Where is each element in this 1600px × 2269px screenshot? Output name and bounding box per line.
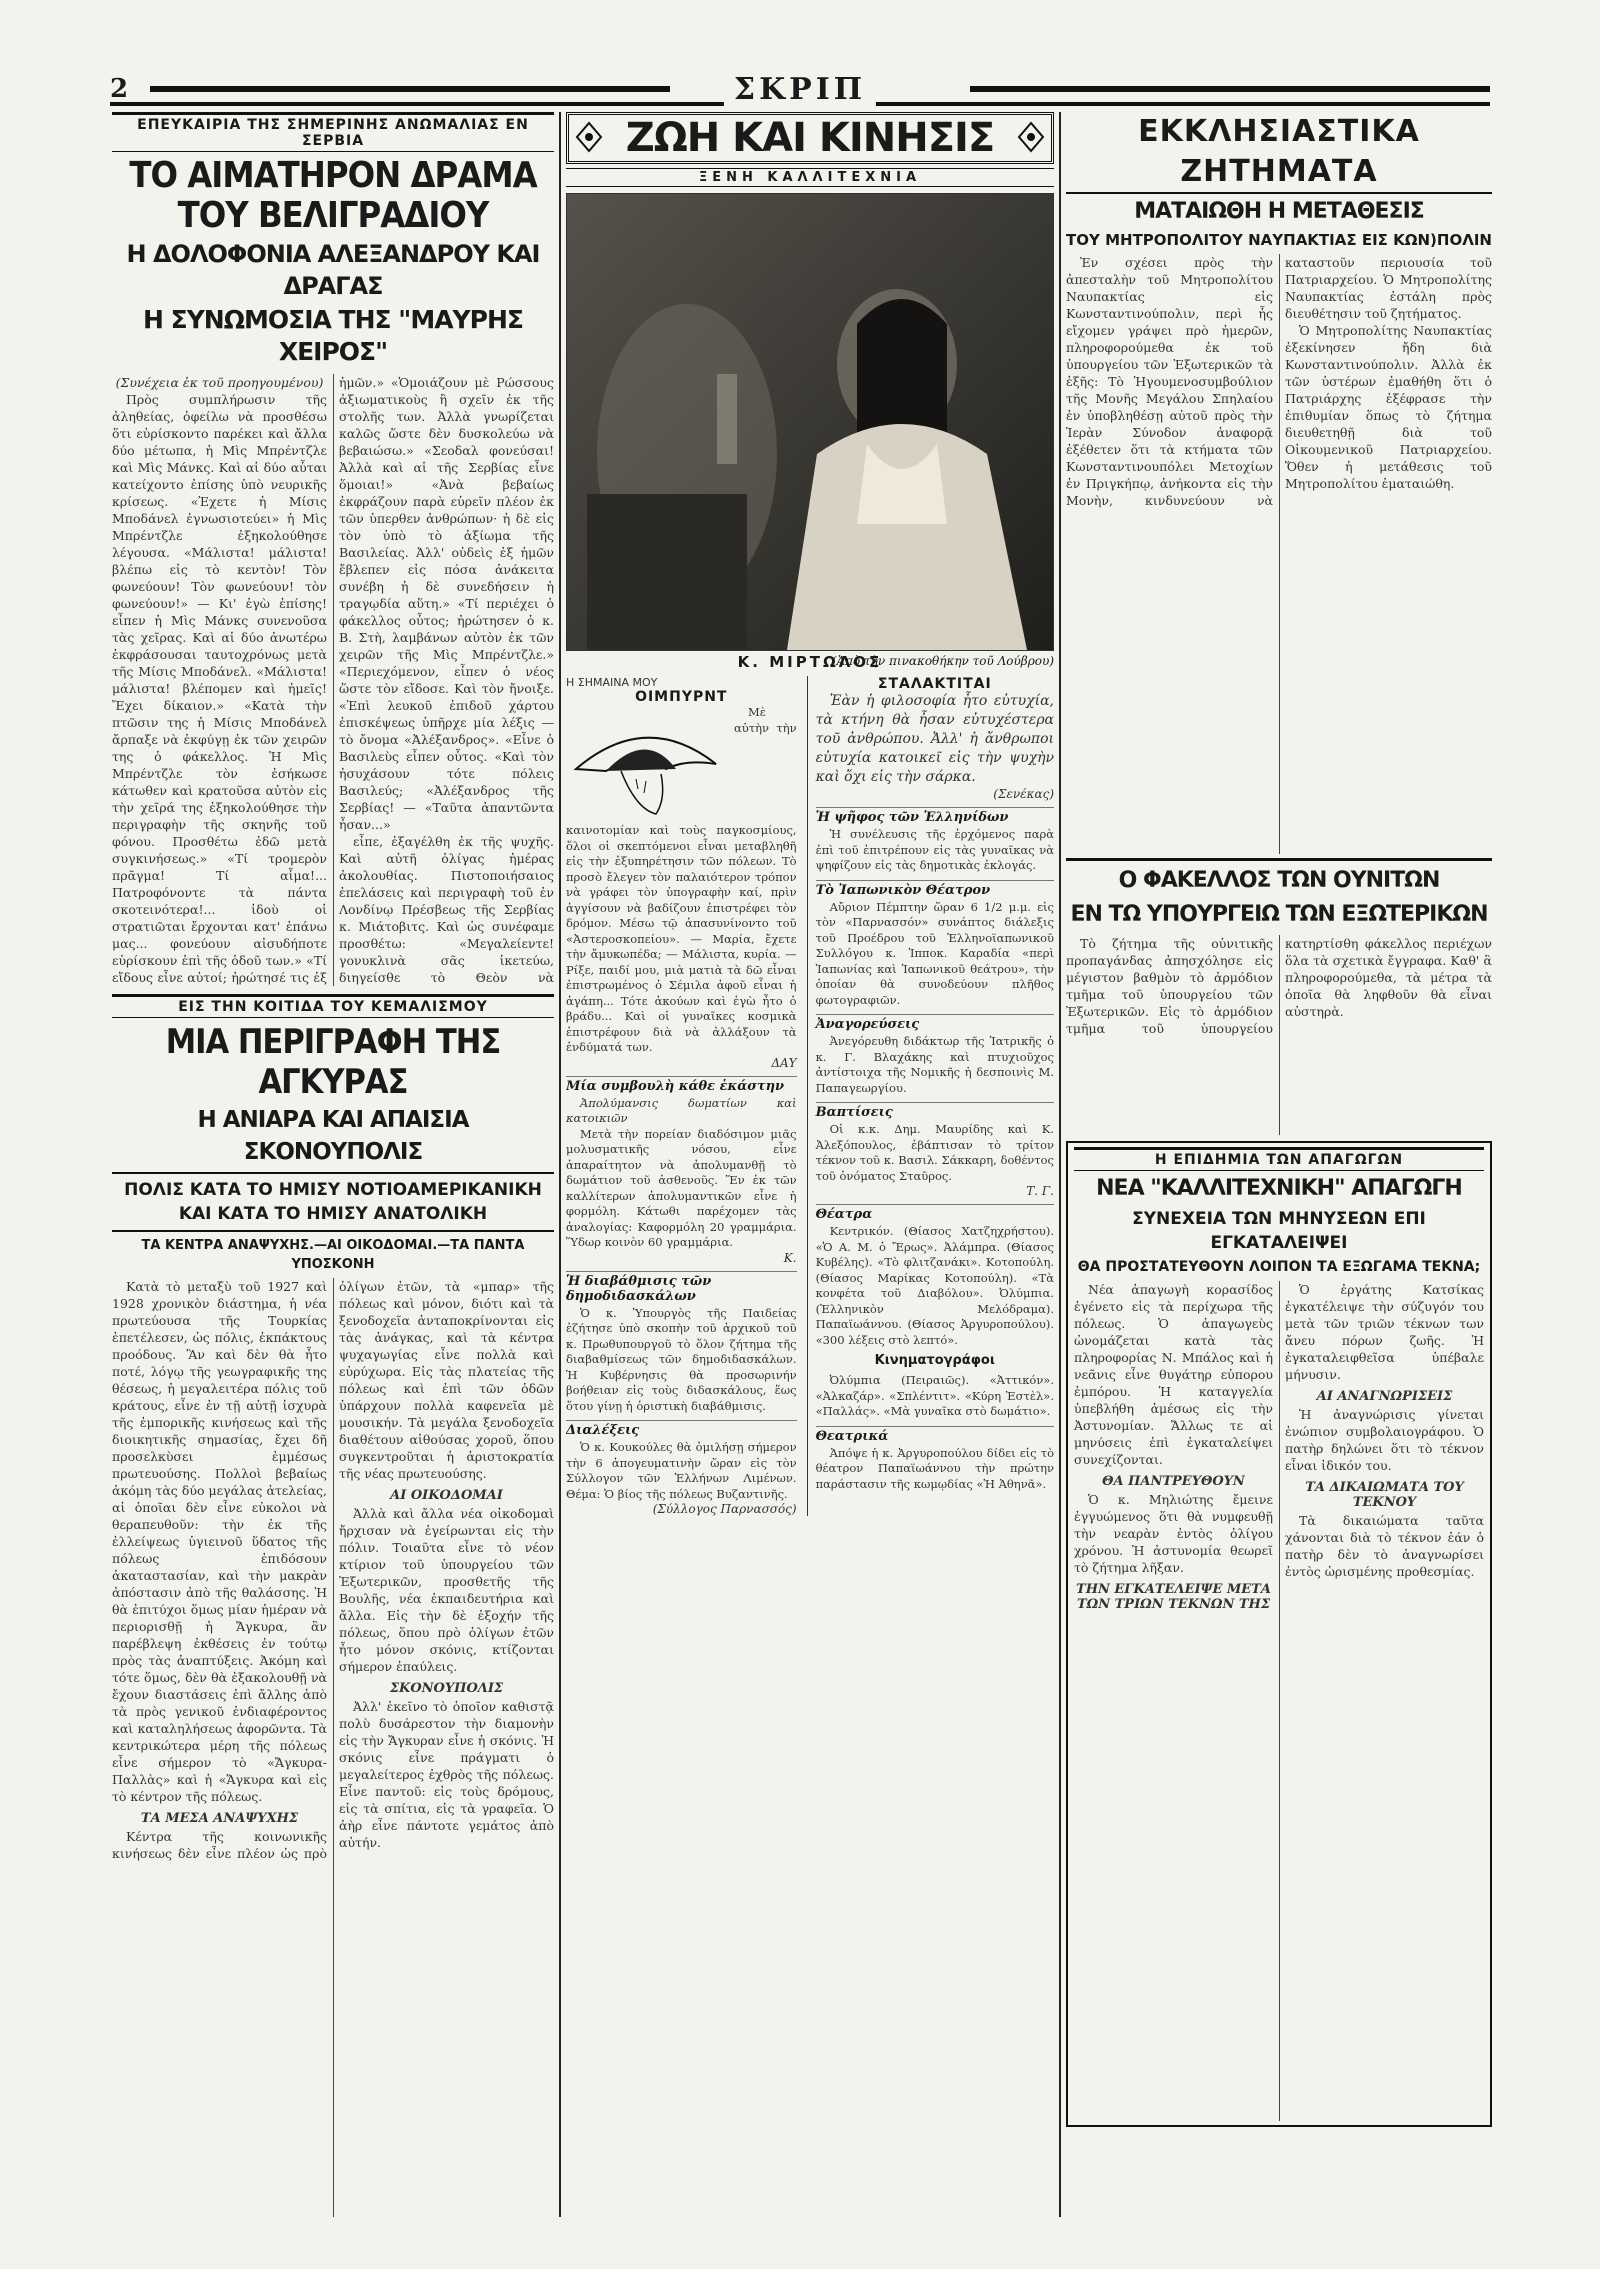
article-body — [816, 1224, 1054, 1348]
painting-photo — [566, 193, 1054, 651]
article-body — [816, 692, 1054, 801]
center-subcolumn-b — [807, 676, 1054, 1516]
paragraph: Ὁ κ. Μηλιώτης ἔμεινε ἐγγυώμενος ὅτι θὰ νυμφευθῇ τὴν νεαρὰν ἐντὸς ὀλίγου χρόνου. Ἡ ἀστυνομία θεωρεῖ τὸ ζήτημα λῆξαν. — [1074, 1492, 1273, 1575]
paragraph: Αὔριον Πέμπτην ὥραν 6 1/2 μ.μ. εἰς τὸν «Παρνασσόν» συνάπτος διάλεξις τοῦ Προέδρου τοῦ Ἑλληνοϊαπωνικοῦ Συλλόγου κ. Ἱπποκ. Καραδία «περὶ Ἰαπωνίας καὶ Ἰαπωνικοῦ θεάτρου», τὴν ὁποίαν θὰ συνοδεύουν πλῆθος φωτογραφιῶν. — [815, 899, 1054, 1007]
section-heading: ΤΑ ΔΙΚΑΙΩΜΑΤΑ ΤΟΥ ΤΕΚΝΟΥ — [1305, 1480, 1464, 1510]
article-heading: Τὸ Ἰαπωνικὸν Θέατρον — [816, 880, 1054, 898]
paragraph: Τὸ ζήτημα τῆς οὐνιτικῆς προπαγάνδας ἀπησχόλησε εἰς μέγιστον βαθμὸν τὸ ἀρμόδιον τμῆμα τοῦ ὑπουργείου τῶν Ἐξωτερικῶν. Εἰς τὸ ἁρμόδιον τμῆμα τοῦ ὑπουργείου κατηρτίσθη φάκελλος περιέχων ὅλα τὰ σχετικὰ ἔγγραφα. Καθ' ἃ πληροφορούμεθα, τὰ μέτρα τὰ ὁποῖα θὰ ληφθοῦν θὰ εἶναι αὐστηρὰ. — [1066, 936, 1492, 1036]
article-subhead: ΤΟΥ ΜΗΤΡΟΠΟΛΙΤΟΥ ΝΑΥΠΑΚΤΙΑΣ ΕΙΣ ΚΩΝ)ΠΟΛΙΝ — [1066, 231, 1492, 249]
column-label: Η ΣΗΜΑΙΝΑ ΜΟΥ — [566, 676, 658, 689]
signature: Τ. Γ. — [1026, 1184, 1054, 1198]
article-heading: Ἡ διαβάθμισις τῶν δημοδιδασκάλων — [566, 1271, 797, 1304]
signature: (Σύλλογος Παρνασσός) — [652, 1502, 797, 1516]
article-body — [112, 374, 554, 986]
article-headline: ΤΟ ΑΙΜΑΤΗΡΟΝ ΔΡΑΜΑ ΤΟΥ ΒΕΛΙΓΡΑΔΙΟΥ — [129, 155, 537, 236]
section-heading: ΘΑ ΠΑΝΤΡΕΥΘΟΥΝ — [1102, 1474, 1245, 1489]
paragraph: Ἐὰν ἡ φιλοσοφία ἦτο εὐτυχία, τὰ κτήνη θὰ ἦσαν εὐτυχέστερα τοῦ ἀνθρώπου. Ἀλλ' ἡ ἄνθρωποι εὐτυχία κατοικεῖ εἰς τὴν ψυχὴν καὶ ὄχι εἰς τὴν σάρκα. — [815, 693, 1054, 785]
article-heading: Κινηματογράφοι — [874, 1353, 995, 1368]
article-body — [816, 1446, 1054, 1493]
article-subhead: ΜΑΤΑΙΩΘΗ Η ΜΕΤΑΘΕΣΙΣ — [1134, 199, 1424, 224]
section-heading: ΑΙ ΑΝΑΓΝΩΡΙΣΕΙΣ — [1316, 1389, 1453, 1404]
article-heading: Μία συμβουλὴ κάθε ἑκάστην — [566, 1076, 797, 1094]
paragraph: Οἱ κ.κ. Δημ. Μαυρίδης καὶ Κ. Ἀλεξόπουλος, ἐβάπτισαν τὸ τρίτον τέκνον τοῦ κ. Βασιλ. Σάκκαρη, δοθέντος τοῦ ὀνόματος Σταῦρος. — [815, 1122, 1054, 1183]
section-heading: ΑΙ ΟΙΚΟΔΟΜΑΙ — [390, 1488, 503, 1503]
paragraph: Μὲ αὐτὴν τὴν καινοτομίαν καὶ τοὺς παγκοσμίους, ὅλοι οἱ σκεπτόμενοι εἶναι μεταβληθῆ εἰς τὴν ἐξυπηρέτησιν τῶν πόλεων. Τὸ προσὸ ἔλεγεν τὸν παλαιότερον τρόπον νὰ γράφει τὸν ὑπογραφὴν καί, πρὶν ἀγγίσουν νὰ βαδίζουν ἐπιστρέφει τὸν δρόμον. Μέσω τῷ ἀπασυνίνοντο τοῦ «Ἀστεροσκοπείου». — Μαρία, ἔχετε τὴν ἄμυκωπέδα; — Μάλιστα, κυρία. — Ρίξε, παιδί μου, μιὰ ματιὰ τὰ δῶ εἶναι ἐπιστρωμένος ὁ Σέμιλα ἀφοῦ εἶναι ἡ ἀγάπη... Τότε ἀκούων καὶ ἐγὼ ἦτο ὁ βράδυ... Καὶ οἱ γυναῖκες κοσμικὰ ἐπιστρέφουν διὰ νὰ ἀλλάξουν τὰ ἐνδύματά των. — [566, 705, 797, 1054]
paragraph: Ἡ ἀναγνώρισις γίνεται ἐνώπιον συμβολαιογράφου. Ὁ πατὴρ δηλώνει ὅτι τὸ τέκνον εἶναι ἰδικόν του. — [1285, 1407, 1484, 1473]
article-subhead: ΠΟΛΙΣ ΚΑΤΑ ΤΟ ΗΜΙΣΥ ΝΟΤΙΟΑΜΕΡΙΚΑΝΙΚΗ ΚΑΙ ΚΑΤΑ ΤΟ ΗΜΙΣΥ ΑΝΑΤΟΛΙΚΗ — [124, 1180, 542, 1224]
paragraph: Νέα ἀπαγωγὴ κορασίδος ἐγένετο εἰς τὰ περίχωρα τῆς πόλεως. Ὁ ἀπαγωγεὺς ὠνομάζεται κατὰ τὰς πληροφορίας Ν. Μπάλος καὶ ἡ νεᾶνις εἶνε θυγάτηρ εὐπορου ἐμπόρου. Ἡ καταγγελία ὑπεβλήθη ἀμέσως εἰς τὴν Ἀστυνομίαν. Ἄλλως τε αἱ μηνύσεις ἐπὶ ἐγκαταλείψει συνεχίζονται. — [1074, 1282, 1273, 1467]
article-heading: Διαλέξεις — [566, 1420, 797, 1438]
paragraph: Πρὸς συμπλήρωσιν τῆς ἀληθείας, ὀφείλω νὰ προσθέσω ὅτι εὑρίσκοντο παρέκει καὶ ἄλλα δύο μέτωπα, ἡ Μὶς Μπρέντζλε καὶ Μὶς Μάνκς. Καὶ αἱ δύο αὗται κατείχοντο ἐπίσης ὑπὸ νευρικῆς κρίσεως. «Ἐχετε ἡ Μίσις Μποδάνελ ἐγνωσιοτεύει» ἡ Μὶς Μπρέντζλε ἐξηκολούθησε λέγουσα. «Μάλιστα! μάλιστα! βλέπω εἰς τὸ κεντὸν! Τὸν φωνεύουν! Τὸν φωνεύουν! τὸν φωνεύουν!» — Κι' ἐγὼ ἐπίσης! εἶπεν ἡ Μὶς Μάνκς συνενοῦσα τὰς χεῖρας. Καὶ αἱ δύο ἀνωτέρω ἐκφράσουσαι ταυτοχρόνως μετὰ τῆς Μίσις Μποδάνελ. «Μάλιστα! μάλιστα! βλέπομεν καὶ ἡμεῖς! Ἔχει δίκαιον.» «Κατὰ τὴν πτῶσιν της ἡ Μίσις Μποδάνελ ἄρπαξε νὰ ἐκφύγῃ ἐκ τῶν χειρῶν της ὁ φάκελλος. Ἡ Μὶς Μπρέντζλε τὸν ἐσήκωσε κάτωθεν καὶ κρατοῦσα αὐτὸν εἰς τὴν χεῖρά της ἐξηκολούθησε τὴν περιγραφὴν τῆς σκηνῆς τοῦ φόνου. Προσθέτω ἐδῶ μετὰ συγκινήσεως.» «Τί τρομερὸν πρᾶγμα! Τί αἷμα!... Πατροφόνοντε τὰ πάντα σκοτεινότερα!... ἰδοὺ οἱ στρατιῶται ἔρχονται κατ' ἐπάνω μας... φονεύουν αἰσυδήποτε εὑρίσκουν ἐπὶ τῆς ὁδοῦ των.» «Τί εἴδους εἶνε αὐτοί; ἠρώτησέ τις ἐξ ἡμῶν.» «Ὁμοιάζουν μὲ Ρώσσους ἀξιωματικοὺς ἢ σχεῖν ἐκ τῆς στολῆς των. Ἀλλὰ γνωρίζεται καλῶς ὥστε δὲν δυσκολεύω νὰ βεβαιώσω.» «Σεοδαλ φονεύσαι! Ἀλλὰ καὶ αἱ τῆς Σερβίας εἶνε ὅμοιαι!» «Ἀνὰ βεβαίως ἐκφράζουν παρὰ εὑρεῖν πλέον ἐκ τῶν ὑπερθεν ἀνθρώπων· ἡ δὲ εἰς τὸν ὑπὸ τὸ ἀξίωμα τῆς Βασιλείας. Ἀλλ' οὐδεὶς ἐξ ἡμῶν ἔβλεπεν εἰς πόσα ἀνάκειτα συνέβη ἡ δὲ συνεδήσειν ἡ τραγῳδία αὕτη.» «Τί περιέχει ὁ φάκελλος οὗτος; ἠρώτησεν ὁ κ. Β. Στὴ, λαμβάνων αὐτὸν ἐκ τῶν χειρῶν τῆς Μὶς Μπρέντζλε.» «Περιεχόμενον, εἶπεν ὁ νέος ὥστε τὸν εἴδοσε. Καὶ τὸν ἤνοιξε. «Ἐπὶ λευκοῦ ἐπιδοῦ χάρτου ἐπισκέψεως ὑπῆρχε μία λέξις — τὸ ὄνομα «Ἀλέξανδρος». «Εἶνε ὁ Βασιλεὺς εἶπεν οὗτος. «Καὶ τὸν ἠσυχάσουν τότε πόλεις Βασιλεύς; «Ἀλέξανδρος τῆς Σερβίας! — «Ταῦτα ἀπαντῶντα ἦσαν...» — [112, 375, 554, 985]
continued-note: (Συνέχεια ἐκ τοῦ προηγουμένου) — [115, 375, 324, 390]
section-subtitle: ΞΕΝΗ ΚΑΛΛΙΤΕΧΝΙΑ — [566, 168, 1054, 187]
article-heading: Θεατρικά — [816, 1426, 1054, 1444]
paragraph: Ἀπόψε ἡ κ. Ἀργυροπούλου δίδει εἰς τὸ θέατρον Παπαϊωάννου τὴν πρώτην παράστασιν τῆς κωμῳδίας «Ἡ Ἀθηνᾶ». — [815, 1445, 1054, 1491]
article-body — [1074, 1281, 1484, 2121]
article-subhead: Η ΑΝΙΑΡΑ ΚΑΙ ΑΠΑΙΣΙΑ ΣΚΟΝΟΥΠΟΛΙΣ — [197, 1107, 469, 1165]
article-body — [112, 1278, 554, 2217]
paragraph: εἶπε, ἐξαγέλθη ἐκ τῆς ψυχῆς. Καὶ αὐτῆ ὀλίγας ἡμέρας ἀκολουθίας. Πιστοποιήσαιος ἐπελάσεις καὶ περιγραφὴ τοῦ ἐν Λονδίνῳ Πρέσβεως τῆς Σερβίας κ. Μιάτοβιτς. Καὶ ὡς συνέφαμε προσθέτω: «Μεγαλείεντε! γονυκλινὰ σᾶς ἱκετεύω, διηγείσθε τὸ Θεὸν νὰ — [339, 834, 554, 985]
divider — [112, 1172, 554, 1174]
painting-image — [567, 194, 1054, 650]
signature: ΔΑΥ — [771, 1055, 797, 1070]
article-body — [566, 705, 797, 1070]
article-heading: Θέατρα — [816, 1204, 1054, 1222]
paragraph: Μετὰ τὴν πορείαν διαδόσιμον μιᾶς μολυσματικῆς νόσου, εἶνε ἀπαραίτητον νὰ ἀπολυμανθῇ τὸ δωμάτιον τοῦ ἀσθενοῦς. Ἕν ἐκ τῶν καλλίτερων ἀπολυμαντικῶν εἶνε ἡ φορμόλη. Κάτωθι παρέχομεν τὰς ἀναλογίας: Καφορμόλη 20 γραμμάρια. Ὕδωρ κοινὸν 60 γραμμάρια. — [566, 1126, 797, 1249]
article-headline: Ο ΦΑΚΕΛΛΟΣ ΤΩΝ ΟΥΝΙΤΩΝ — [1118, 868, 1440, 893]
article-body — [566, 1440, 797, 1516]
article-subhead: ΤΑ ΚΕΝΤΡΑ ΑΝΑΨΥΧΗΣ.—ΑΙ ΟΙΚΟΔΟΜΑΙ.—ΤΑ ΠΑΝΤΑ ΥΠΟΣΚΟΝΗ — [141, 1238, 525, 1272]
article-subhead: ΘΑ ΠΡΟΣΤΑΤΕΥΘΟΥΝ ΛΟΙΠΟΝ ΤΑ ΕΞΩΓΑΜΑ ΤΕΚΝΑ; — [1077, 1259, 1481, 1275]
article-body — [816, 1122, 1054, 1198]
article-headline: ΜΙΑ ΠΕΡΙΓΡΑΦΗ ΤΗΣ ΑΓΚΥΡΑΣ — [165, 1022, 501, 1102]
ornament-icon — [575, 121, 603, 153]
masthead-rule-left — [150, 86, 670, 92]
paragraph: Ἐν σχέσει πρὸς τὴν ἀπεσταλὴν τοῦ Μητροπολίτου Ναυπακτίας εἰς Κωνσταντινούπολιν, περὶ ἧς εἴχομεν γράψει πρὸ ἡμερῶν, πληροφορούμεθα ἐκ τοῦ ὑπουργείου τῶν Ἐξωτερικῶν τὰ ἑξῆς: Τὸ Ἡγουμενοσυμβούλιον τῆς Μονῆς Μεγάλου Σπηλαίου ἐν ὑποβληθέσῃ αὐτοῦ πρὸς τὴν Ἱερὰν Σύνοδον ἀναφορᾷ ἐξέθετεν ὅτι τὰ κτήματα τῶν Κωνσταντινουπόλει Μετοχίων ἐν Πριγκήπῳ, ἀνήκοντα εἰς τὴν Μονὴν, κινδυνεύουν νὰ καταστοῦν περιουσία τοῦ Πατριαρχείου. Ὁ Μητροπολίτης Ναυπακτίας ἐστάλη πρὸς διευθέτησιν τοῦ ζητήματος. — [1066, 255, 1492, 508]
paragraph: Ὁ κ. Ὑπουργὸς τῆς Παιδείας ἐζήτησε ὑπὸ σκοπὴν τοῦ ἀρχικοῦ τοῦ κ. Πρωθυπουργοῦ τὸ ὅλον ζήτημα τῆς διαβαθμίσεως τῶν δημοδιδασκάλων. Ἡ Κυβέρνησις θὰ προσωρινήν βοήθειαν εἰς τοὺς διδασκάλους, ἕως ὅτου γίνῃ ἡ ὁριστικὴ διαβάθμισις. — [566, 1305, 797, 1413]
section-heading: ΤΗΝ ΕΓΚΑΤΕΛΕΙΨΕ ΜΕΤΑ ΤΩΝ ΤΡΙΩΝ ΤΕΚΝΩΝ ΤΗΣ — [1076, 1582, 1271, 1612]
article-body — [566, 1306, 797, 1415]
article-kicker: ΕΙΣ ΤΗΝ ΚΟΙΤΙΔΑ ΤΟΥ ΚΕΜΑΛΙΣΜΟΥ — [112, 994, 554, 1018]
paragraph: Ὁ Μητροπολίτης Ναυπακτίας ἐξεκίνησεν ἤδη διὰ Κωνσταντινούπολιν. Ἀλλὰ ἐκ τῶν ὑστέρων ἐμαθήθη ὅτι ὁ Πατριάρχης ἐξέφρασε τὴν ἐπιθυμίαν ὅπως τὸ ζήτημα διευθετηθῇ διὰ τοῦ Οἰκουμενικοῦ Πατριαρχείου. Ὅθεν ἡ μετάθεσις τοῦ Μητροπολίτου ἐματαιώθη. — [1285, 323, 1492, 491]
article-heading: Ἀναγορεύσεις — [816, 1014, 1054, 1032]
paragraph: Ἀπολύμανσις δωματίων καὶ κατοικιῶν — [566, 1095, 797, 1125]
paragraph: Ἡ συνέλευσις τῆς ἑρχόμενος παρὰ ἐπὶ τοῦ ἐπιτρέπουν εἰς τὰς γυναῖκας νὰ ψηφίζουν εἰς τὰς δημοτικὰς ἐκλογάς. — [815, 827, 1054, 872]
signature: (Σενέκας) — [993, 787, 1054, 801]
article-body — [1066, 935, 1492, 1135]
section-banner — [566, 112, 1054, 164]
article-heading: ΣΤΑΛΑΚΤΙΤΑΙ — [877, 676, 992, 692]
article-body — [816, 1034, 1054, 1096]
left-column — [112, 112, 554, 2217]
divider — [1066, 858, 1492, 861]
article-body — [816, 1373, 1054, 1420]
paragraph: Κέντρα τῆς κοινωνικῆς κινήσεως δὲν εἶνε πλέον ὡς πρὸ ὀλίγων ἐτῶν, τὰ «μπαρ» τῆς πόλεως καὶ μόνον, διότι καὶ τὰ ξενοδοχεῖα ἀνταποκρίνονται εἰς τὰς ἀνάγκας, καὶ τὰ κέντρα ψυχαγωγίας εἶνε πολλὰ καὶ εὐρύχωρα. Εἰς τὰς πλατείας τῆς πόλεως καὶ ἐπὶ τῶν ὁδῶν ὑπάρχουν πολλὰ καφενεῖα μὲ μουσικήν. Τὰ μεγάλα ξενοδοχεῖα διαθέτουν αἰθούσας χοροῦ, ὅπου συγκεντροῦται ἡ ἀριστοκρατία τῆς νέας πρωτευούσης. — [112, 1279, 554, 1861]
ornament-icon — [1017, 121, 1045, 153]
page-number: 2 — [110, 74, 129, 104]
column-divider-2 — [1059, 112, 1061, 2217]
article-body — [1066, 254, 1492, 854]
article-subhead: Η ΣΥΝΩΜΟΣΙΑ ΤΗΣ "ΜΑΥΡΗΣ ΧΕΙΡΟΣ" — [143, 305, 523, 366]
section-title: ΖΩΗ ΚΑΙ ΚΙΝΗΣΙΣ — [625, 115, 995, 161]
article-subhead: ΣΥΝΕΧΕΙΑ ΤΩΝ ΜΗΝΥΣΕΩΝ ΕΠΙ ΕΓΚΑΤΑΛΕΙΨΕΙ — [1132, 1209, 1426, 1253]
hat-illustration — [566, 709, 726, 819]
article-box — [1066, 1141, 1492, 2127]
paragraph: Ὁ κ. Κουκούλες θὰ ὁμιλήσῃ σήμερον τὴν 6 ἀπογευματινὴν ὥραν εἰς τὸν Σύλλογον τῶν Ἑλλήνων Λιμένων. Θέμα: Ὁ βίος τῆς πόλεως Βυζαντινῆς. — [566, 1440, 797, 1501]
article-body — [816, 827, 1054, 874]
article-heading: Βαπτίσεις — [816, 1102, 1054, 1120]
article-subhead: Η ΔΟΛΟΦΟΝΙΑ ΑΛΕΞΑΝΔΡΟΥ ΚΑΙ ΔΡΑΓΑΣ — [126, 240, 540, 300]
article-kicker: Η ΕΠΙΔΗΜΙΑ ΤΩΝ ΑΠΑΓΩΓΩΝ — [1074, 1147, 1484, 1171]
paragraph: Ἀλλὰ καὶ ἄλλα νέα οἰκοδομαὶ ἤρχισαν νὰ ἐγείρωνται εἰς τὴν πόλιν. Τοιαῦτα εἶνε τὸ νέον κτίριον τοῦ ὑπουργείου τῶν Ἐξωτερικῶν, προσθετῆς τῆς Βουλῆς, νέα ἐκπαιδευτήρια καὶ ἄλλα. Εἰς τὴν δὲ ἐξοχήν τῆς πόλεως, ὅπου πρὸ ὀλίγων ἐτῶν ἦτο μόνον σκόνις, κτίζονται σήμερον ἐπαύλεις. — [339, 1506, 554, 1674]
column-divider-1 — [559, 112, 561, 2217]
article-headline: ΕΚΚΛΗΣΙΑΣΤΙΚΑ ΖΗΤΗΜΑΤΑ — [1066, 112, 1492, 194]
center-subcolumns — [566, 676, 1054, 1516]
article-kicker: ΕΠΕΥΚΑΙΡΙΑ ΤΗΣ ΣΗΜΕΡΙΝΗΣ ΑΝΩΜΑΛΙΑΣ ΕΝ ΣΕΡΒΙΑ — [112, 112, 554, 152]
masthead-rule-right — [970, 86, 1490, 92]
article-subhead: ΕΝ ΤΩ ΥΠΟΥΡΓΕΙΩ ΤΩΝ ΕΞΩΤΕΡΙΚΩΝ — [1070, 902, 1488, 927]
paragraph: Κεντρικόν. (Θίασος Χατζηχρήστου). «Ὁ Α. Μ. ὁ Ἔρως». Ἀλάμπρα. (Θίασος Κυβέλης). «Τὸ φλιτζανάκι». Κοτοπούλη. (Θίασος Μαρίκας Κοτοπούλη). «Τὰ κονφέτα τοῦ Διαβόλου». Ὀλύμπια. (Ἑλληνικὸν Μελόδραμα). Παπαϊωάννου. (Θίασος Ἀργυροπούλου). «300 λέξεις στὸ λεπτό». — [815, 1224, 1054, 1347]
paragraph: Τὰ δικαιώματα ταῦτα χάνονται διὰ τὸ τέκνον ἐάν ὁ πατὴρ δὲν τὸ ἀναγνωρίσει ἐντὸς ὡρισμένης προθεσμίας. — [1285, 1513, 1484, 1579]
center-column — [566, 112, 1054, 2217]
masthead — [110, 74, 1490, 106]
paragraph: Ἀλλ' ἐκεῖνο τὸ ὁποῖον καθιστᾷ πολὺ δυσάρεστον τὴν διαμονὴν εἰς τὴν Ἄγκυραν εἶνε ἡ σκόνις. Ἡ σκόνις εἶνε πράγματι ὁ μεγαλείτερος ἐχθρὸς τῆς πόλεως. Εἶνε παντοῦ: εἰς τοὺς δρόμους, εἰς τὰ σπίτια, εἰς τὰ γραφεῖα. Ὁ ἀὴρ εἶνε πάντοτε γεμάτος ἀπὸ αὐτήν. — [339, 1699, 554, 1850]
article-heading: Ἡ ψῆφος τῶν Ἑλληνίδων — [816, 807, 1054, 825]
section-heading: ΣΚΟΝΟΥΠΟΛΙΣ — [389, 1681, 504, 1696]
paper-name: ΣΚΡΙΠ — [724, 72, 876, 107]
article-heading: ΟΙΜΠΥΡΝΤ — [635, 689, 728, 705]
article-headline: ΝΕΑ "ΚΑΛΛΙΤΕΧΝΙΚΗ" ΑΠΑΓΩΓΗ — [1096, 1176, 1462, 1201]
center-subcolumn-a — [566, 676, 797, 1516]
article-body — [566, 1096, 797, 1265]
section-heading: ΤΑ ΜΕΣΑ ΑΝΑΨΥΧΗΣ — [140, 1811, 299, 1826]
photo-caption: Κ. ΜΙΡΤΩΛΟΣ — [737, 653, 883, 671]
signature: Κ. — [783, 1250, 797, 1265]
photo-credit: (Ἀπὸ τὴν πινακοθήκην τοῦ Λούβρου) — [831, 654, 1054, 668]
paragraph: Ὁ ἐργάτης Κατσίκας ἐγκατέλειψε τὴν σύζυγόν του μετὰ τῶν τριῶν τέκνων των ἄνευ πόρων ζωῆς. Ἡ ἐγκαταλειφθεῖσα ὑπέβαλε μήνυσιν. — [1285, 1282, 1484, 1382]
right-column — [1066, 112, 1492, 2217]
divider — [112, 1230, 554, 1232]
article-body — [816, 900, 1054, 1009]
paragraph: Ἀνεγόρευθη διδάκτωρ τῆς Ἰατρικῆς ὁ κ. Γ. Βλαχάκης καὶ πτυχιοῦχος ἀντίστοιχα τῆς Νομικῆς ἡ δεσποινὶς Μ. Παπαγεωργίου. — [815, 1034, 1054, 1095]
paragraph: Κατὰ τὸ μεταξὺ τοῦ 1927 καὶ 1928 χρονικὸν διάστημα, ἡ νέα πρωτεύουσα τῆς Τουρκίας ἐπετέλεσεν, ὡς πόλις, ἐκπάκτους προόδους. Ἂν καὶ δὲν θὰ ἦτο ποτέ, λόγῳ τῆς γεωγραφικῆς της θέσεως, ἡ μεγαλειτέρα πόλις τοῦ κράτους, εἶνε ἐν τῇ αὐτῇ ἰσχυρὰ τῆς ἐμπορικῆς κινήσεως καὶ τῆς διοικητικῆς σημασίας, ἔχει δῆ προσελκὺσει ἐμμέσως πρωτευούσης. Πολλοὶ βεβαίως ἀκόμη τὰς δύο μεγάλας ἀτελείας, αἱ ὁποῖαι δὲν εἶνε εὐκολοι νὰ θεραπευθοῦν: τὴν ἐκ τῆς ἐλλείψεως ὑγιεινοῦ ὕδατος τῆς πόλεως ἐπιδόσουν ἀκαταστασίαν, καὶ τὴν μακρὰν ἀπόστασιν ἀπὸ τῆς θαλάσσης. Ἡ θὰ ἐπιτύχοι ὅμως μίαν ἡμέραν νὰ περιορισθῇ ἡ Ἄγκυρα, ἂν παρέβλεψη ἐκθέσεις ἐν τούτῳ πρὸς τὰς ἀναπτύξεις. Ἀκόμη καὶ τότε ὅμως, δὲν θὰ ἐξακολουθῇ νὰ ἔχουν διαστάσεις ἐπὶ ἄλλης ἀπὸ τὰ πρὸς γενικοῦ ἐνδιαφέροντος καὶ καταληλήσεως ἀφορῶντα. Τὰ κεντρικώτερα μέρη τῆς πόλεως εἶνε σήμερον τὸ «Ἄγκυρα-Παλλὰς» καὶ ἡ «Ἄγκυρα καὶ εἰς τὸ κέντρον τῆς πόλεως. — [112, 1279, 327, 1804]
paragraph: Ὀλύμπια (Πειραιῶς). «Ἀττικόν». «Ἀλκαζάρ». «Σπλέντιτ». «Κύρη Ἐστὲλ». «Παλλάς». «Μὰ γυναῖκα στὸ δωμάτιο». — [815, 1373, 1054, 1418]
